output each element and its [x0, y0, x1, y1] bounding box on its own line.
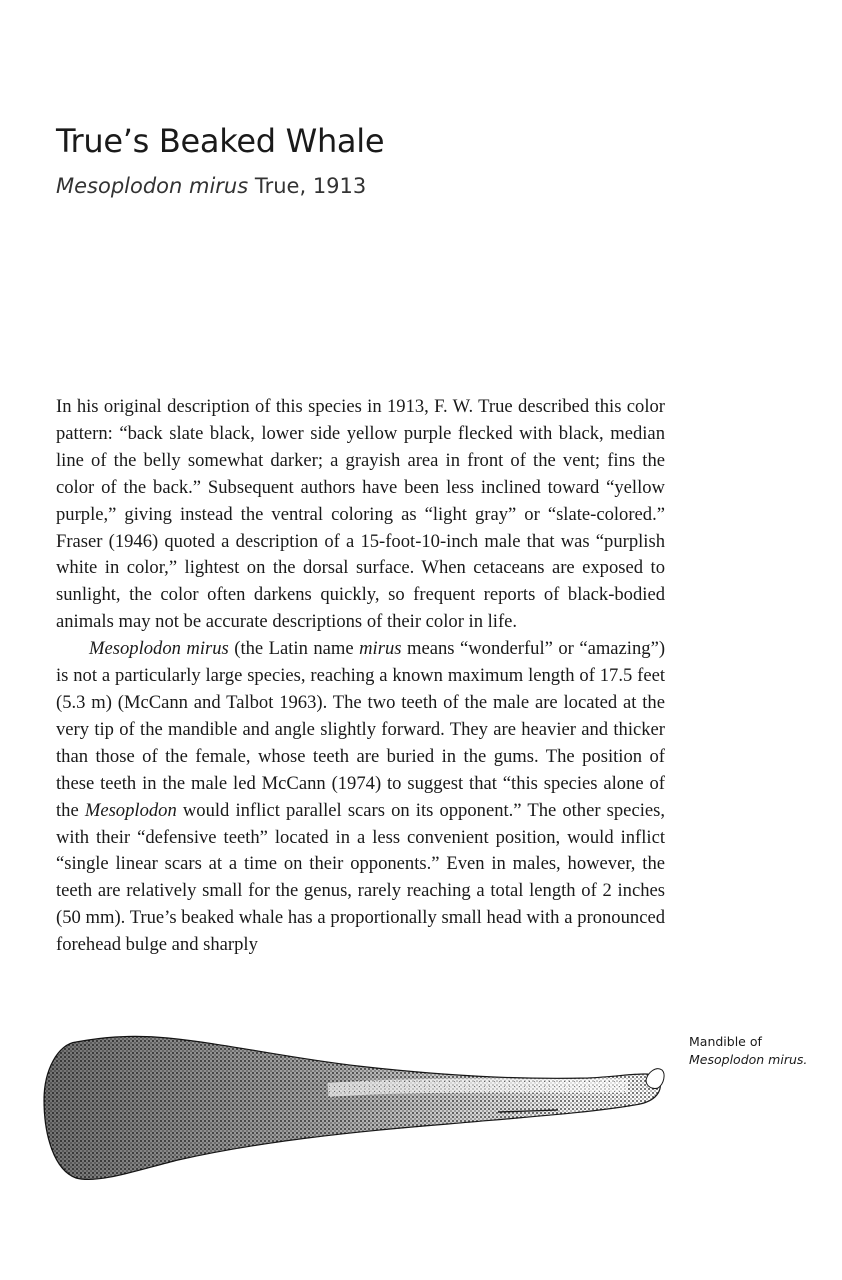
- species-name-italic: Mesoplodon mirus: [89, 638, 229, 660]
- species-authority: True, 1913: [248, 174, 367, 198]
- body-text: [56, 394, 665, 959]
- paragraph-coloration: In his original description of this species in 1913, F. W. True described this color pattern: “back slate black, lower side yellow purple flecked with black, median line of the belly somewhat darker; a grayish area in front of the vent; fins the color of the back.” Subsequent authors have been less inclined toward “yellow purple,” giving instead the ventral coloring as “light gray” or “slate-colored.” Fraser (1946) quoted a description of a 15-foot-10-inch male that was “purplish white in color,” lightest on the dorsal surface. When cetaceans are exposed to sunlight, the color often darkens quickly, so frequent reports of black-bodied animals may not be accurate descriptions of their color in life.: [56, 396, 665, 633]
- tooth-outline: [646, 1069, 664, 1089]
- paragraph-morphology: [56, 636, 665, 959]
- caption-prefix: Mandible of: [689, 1034, 762, 1049]
- caption-species-name: Mesoplodon mirus.: [689, 1052, 808, 1067]
- mandible-illustration: [28, 1020, 674, 1190]
- paragraph-text: means “wonderful” or “amazing”) is not a particularly large species, reaching a known maximum length of 17.5 feet (5.3 m) (McCann and Talbot 1963). The two teeth of the male are located at the very tip of the mandible and angle slightly forward. They are heavier and thicker than those of the female, whose teeth are buried in the gums. The position of these teeth in the male led McCann (1974) to suggest that “this species alone of the: [56, 638, 666, 821]
- species-scientific-name: Mesoplodon mirus: [56, 174, 249, 198]
- genus-name-italic: Mesoplodon: [84, 799, 177, 821]
- latin-term-italic: mirus: [359, 638, 402, 660]
- figure-caption: [689, 1033, 839, 1069]
- species-subtitle: [56, 174, 366, 198]
- chapter-title: True’s Beaked Whale: [56, 122, 385, 160]
- paragraph-text: would inflict parallel scars on its opponent.” The other species, with their “defensive teeth” located in a less convenient position, would inflict “single linear scars at a time on their opponents.” Even in males, however, the teeth are relatively small for the genus, rarely reaching a total length of 2 inches (50 mm). True’s beaked whale has a proportionally small head with a pronounced forehead bulge and sharply: [56, 799, 665, 956]
- mandible-drawing: [28, 1020, 674, 1190]
- paragraph-text: (the Latin name: [228, 638, 360, 660]
